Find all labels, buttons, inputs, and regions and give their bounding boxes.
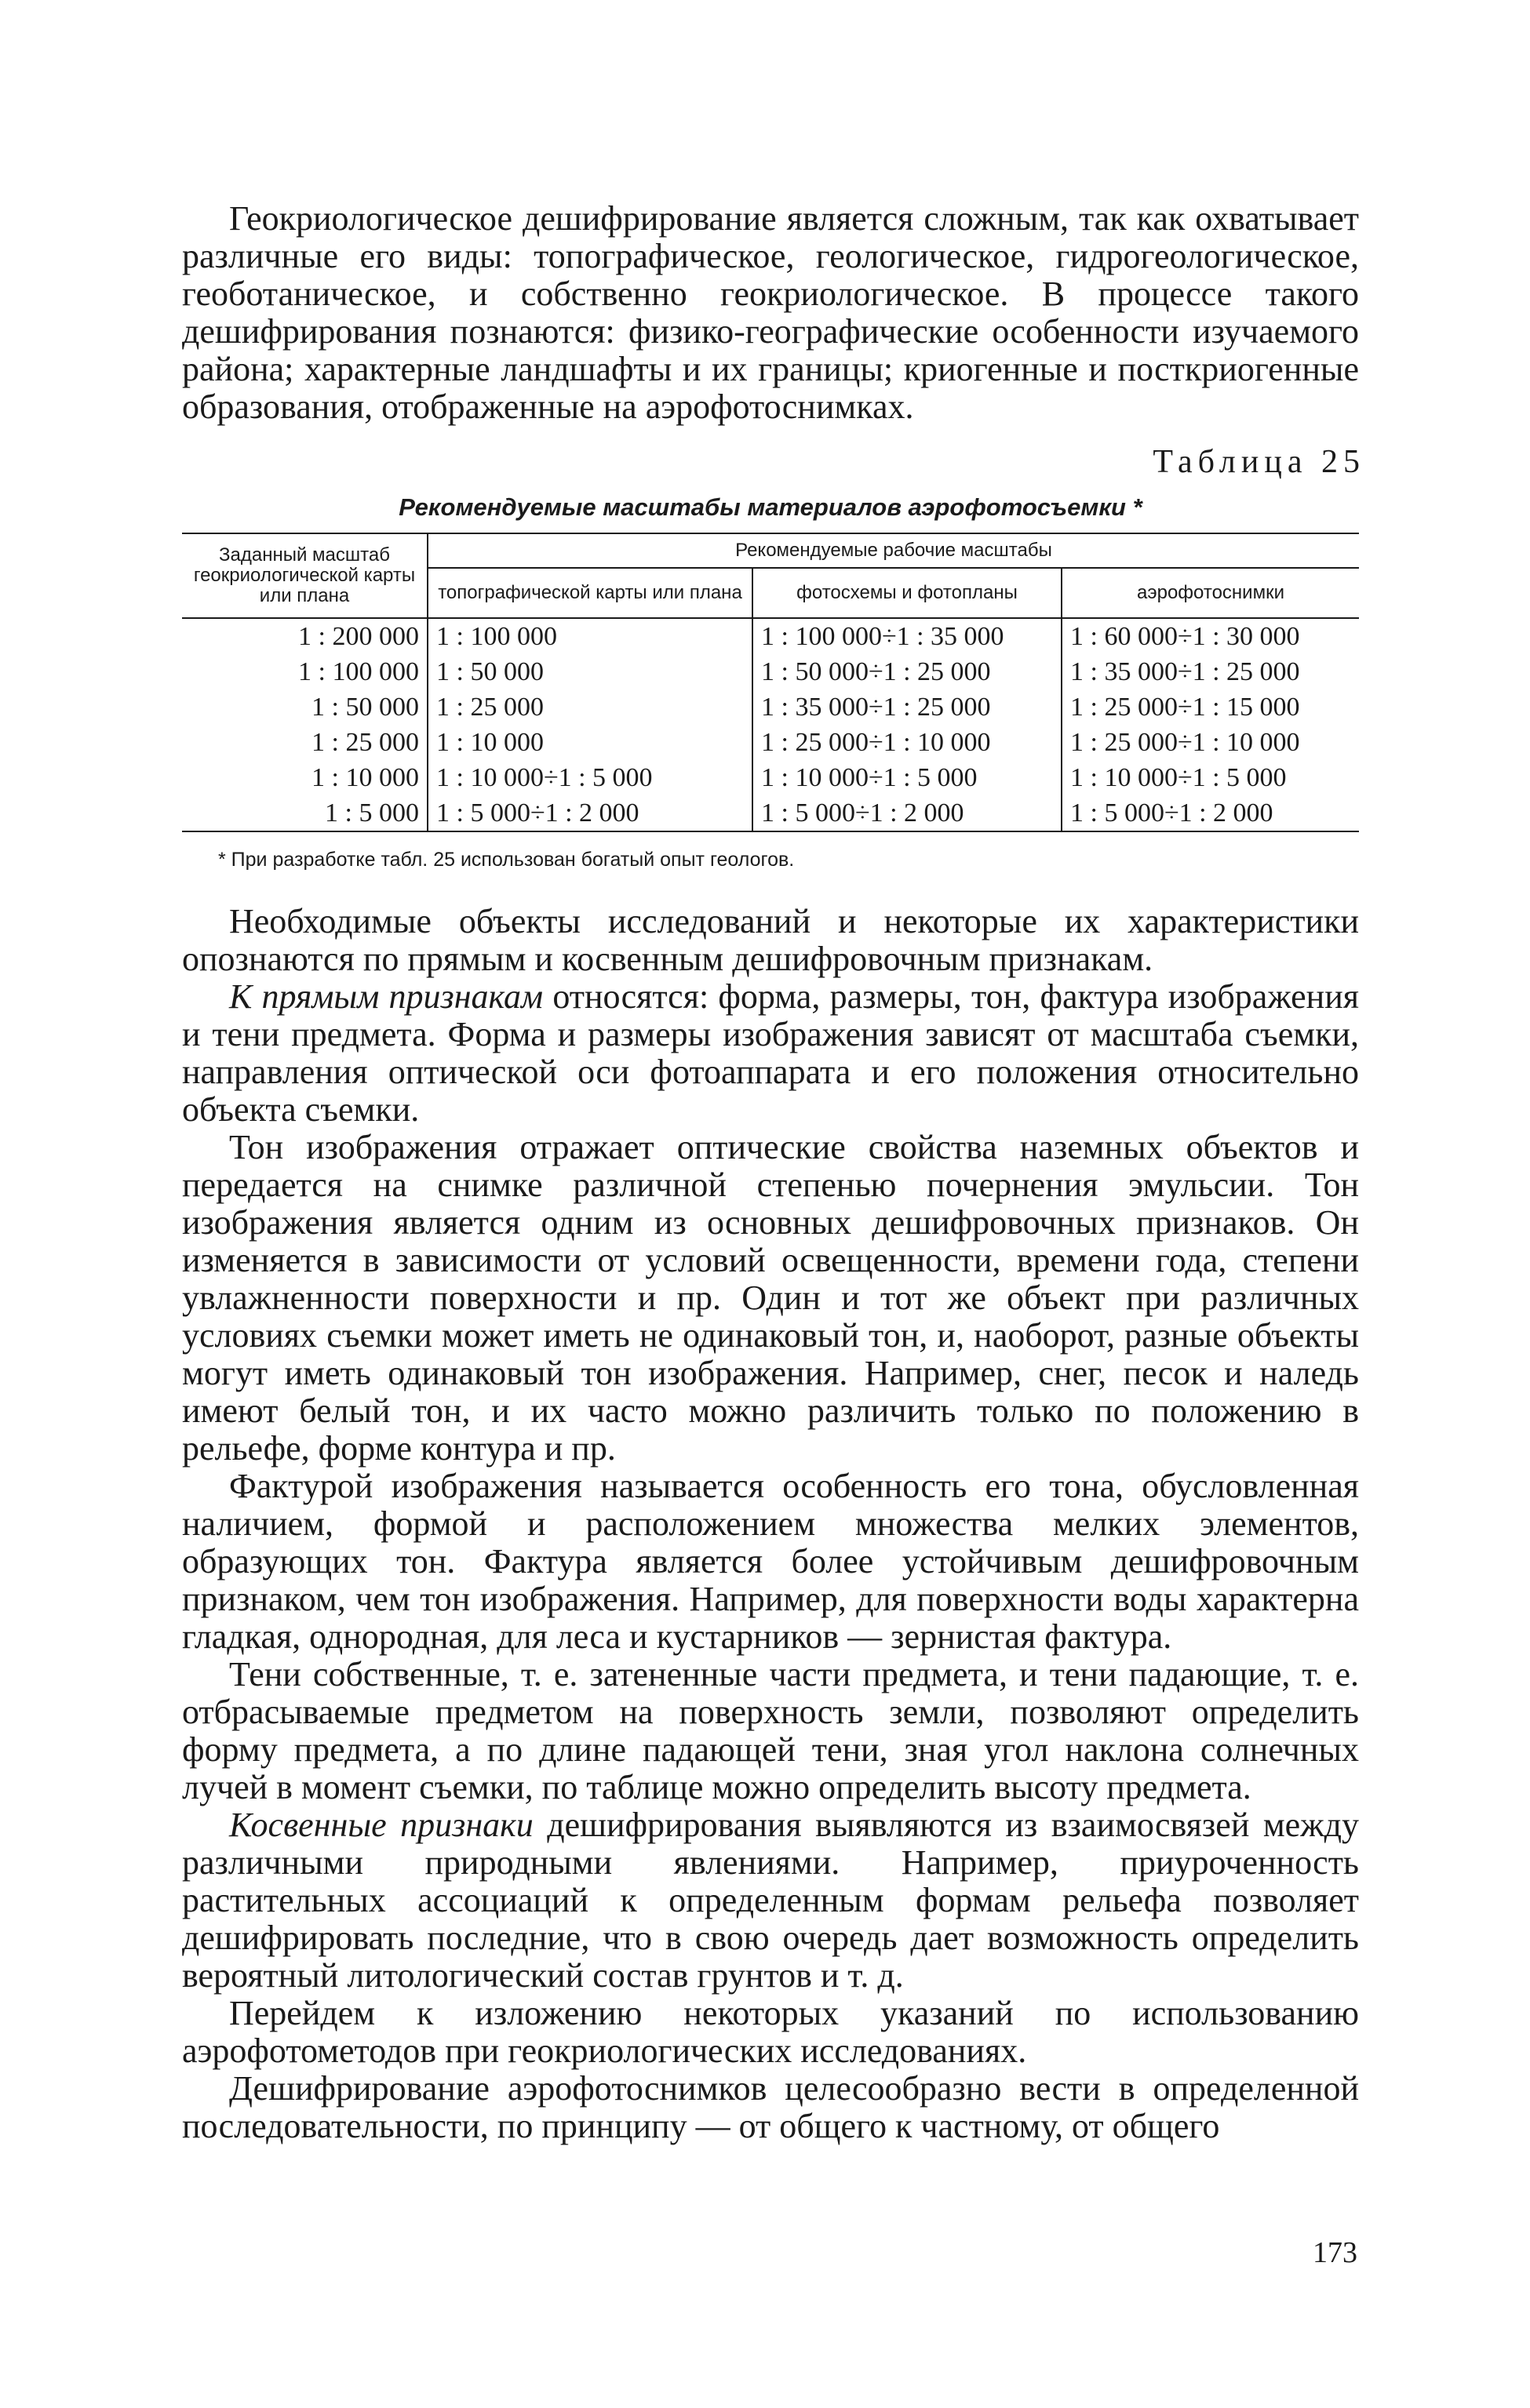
column-header-photoplans: фотосхемы и фотопланы	[752, 568, 1062, 618]
table-cell: 1 : 50 000	[428, 654, 752, 689]
table-cell: 1 : 5 000÷1 : 2 000	[752, 795, 1062, 831]
paragraph: Тени собственные, т. е. затененные части предмета, и тени падающие, т. е. отбрасываемые предметом на поверхность земли, позволяют определить форму предмета, а по длине падающей тени, зная угол наклона солнечных лучей в момент съемки, по таблице можно определить высоту предмета.	[182, 1655, 1359, 1806]
paragraph-text: относятся: форма, размеры, тон, фактура изображения и тени предмета. Форма и размеры изображения зависят от масштаба съемки, направления оптической оси фотоаппарата и его положения относительно объекта съемки.	[182, 977, 1359, 1129]
table-cell: 1 : 60 000÷1 : 30 000	[1062, 618, 1359, 654]
table-row	[182, 689, 1359, 725]
paragraph: Перейдем к изложению некоторых указаний по использованию аэрофотометодов при геокриологических исследованиях.	[182, 1994, 1359, 2070]
table-cell: 1 : 50 000÷1 : 25 000	[752, 654, 1062, 689]
paragraph: Необходимые объекты исследований и некоторые их характеристики опознаются по прямым и косвенным дешифровочным признакам.	[182, 902, 1359, 978]
paragraph-lead: Косвенные признаки	[229, 1806, 534, 1844]
table-cell: 1 : 100 000	[428, 618, 752, 654]
table-cell: 1 : 50 000	[311, 693, 419, 722]
table-cell: 1 : 35 000÷1 : 25 000	[1062, 654, 1359, 689]
table-row	[182, 760, 1359, 795]
column-header-given-scale: Заданный масштаб геокриологической карты или плана	[182, 533, 428, 618]
table-row	[182, 795, 1359, 831]
paragraph: Дешифрирование аэрофотоснимков целесообразно вести в определенной последовательности, по принципу — от общего к частному, от общего	[182, 2069, 1359, 2145]
table-cell: 1 : 100 000÷1 : 35 000	[752, 618, 1062, 654]
table-cell: 1 : 10 000÷1 : 5 000	[428, 760, 752, 795]
table-number: Таблица 25	[1153, 444, 1365, 480]
table-cell: 1 : 200 000	[298, 622, 419, 651]
table-row	[182, 725, 1359, 760]
page-number: 173	[1313, 2236, 1357, 2269]
table-cell: 1 : 25 000÷1 : 10 000	[752, 725, 1062, 760]
paragraph	[182, 1806, 1359, 1995]
scales-table	[182, 533, 1359, 832]
table-cell: 1 : 10 000÷1 : 5 000	[1062, 760, 1359, 795]
page-content	[182, 199, 1365, 2145]
table-cell: 1 : 100 000	[298, 657, 419, 686]
table-cell: 1 : 25 000	[311, 728, 419, 757]
table-cell: 1 : 35 000÷1 : 25 000	[752, 689, 1062, 725]
body-text	[182, 903, 1359, 2145]
paragraph	[182, 978, 1359, 1129]
paragraph: Фактурой изображения называется особенность его тона, обусловленная наличием, формой и расположением множества мелких элементов, образующих тон. Фактура является более устойчивым дешифровочным признаком, чем тон изображения. Например, для поверхности воды характерна гладкая, однородная, для леса и кустарников — зернистая фактура.	[182, 1467, 1359, 1656]
column-header-topographic: топографической карты или плана	[428, 568, 752, 618]
table-row	[182, 618, 1359, 654]
table-cell: 1 : 10 000	[428, 725, 752, 760]
table-cell: 1 : 25 000	[428, 689, 752, 725]
paragraph: Геокриологическое дешифрирование является сложным, так как охватывает различные его виды: топографическое, геологическое, гидрогеологическое, геоботаническое, и собственно геокриологическое. В процессе такого дешифрирования познаются: физико-географические особенности изучаемого района; характерные ландшафты и их границы; криогенные и посткриогенные образования, отображенные на аэрофотоснимках.	[182, 199, 1359, 426]
paragraph-lead: К прямым признакам	[229, 977, 544, 1016]
table-cell: 1 : 5 000	[182, 795, 428, 831]
table-cell: 1 : 25 000÷1 : 10 000	[1062, 725, 1359, 760]
table-cell: 1 : 10 000÷1 : 5 000	[752, 760, 1062, 795]
table-cell: 1 : 5 000÷1 : 2 000	[428, 795, 752, 831]
table-row	[182, 654, 1359, 689]
table-cell: 1 : 25 000÷1 : 15 000	[1062, 689, 1359, 725]
table-cell: 1 : 10 000	[311, 763, 419, 792]
table-caption: Рекомендуемые масштабы материалов аэрофотосъемки *	[399, 493, 1142, 521]
table-footnote: * При разработке табл. 25 использован богатый опыт геологов.	[218, 849, 795, 871]
paragraph: Тон изображения отражает оптические свойства наземных объектов и передается на снимке различной степенью почернения эмульсии. Тон изображения является одним из основных дешифровочных признаков. Он изменяется в зависимости от условий освещенности, времени года, степени увлажненности поверхности и пр. Один и тот же объект при различных условиях съемки может иметь не одинаковый тон, и, наоборот, разные объекты могут иметь одинаковый тон изображения. Например, снег, песок и наледь имеют белый тон, и их часто можно различить только по положению в рельефе, форме контура и пр.	[182, 1128, 1359, 1468]
paragraph-text: дешифрирования выявляются из взаимосвязей между различными природными явлениями. Например, приуроченность растительных ассоциаций к определенным формам рельефа позволяет дешифрировать последние, что в свою очередь дает возможность определить вероятный литологический состав грунтов и т. д.	[182, 1806, 1359, 1995]
column-group-header: Рекомендуемые рабочие масштабы	[428, 533, 1359, 568]
column-header-aerial-photos: аэрофотоснимки	[1062, 568, 1359, 618]
table-cell: 1 : 5 000÷1 : 2 000	[1062, 795, 1359, 831]
